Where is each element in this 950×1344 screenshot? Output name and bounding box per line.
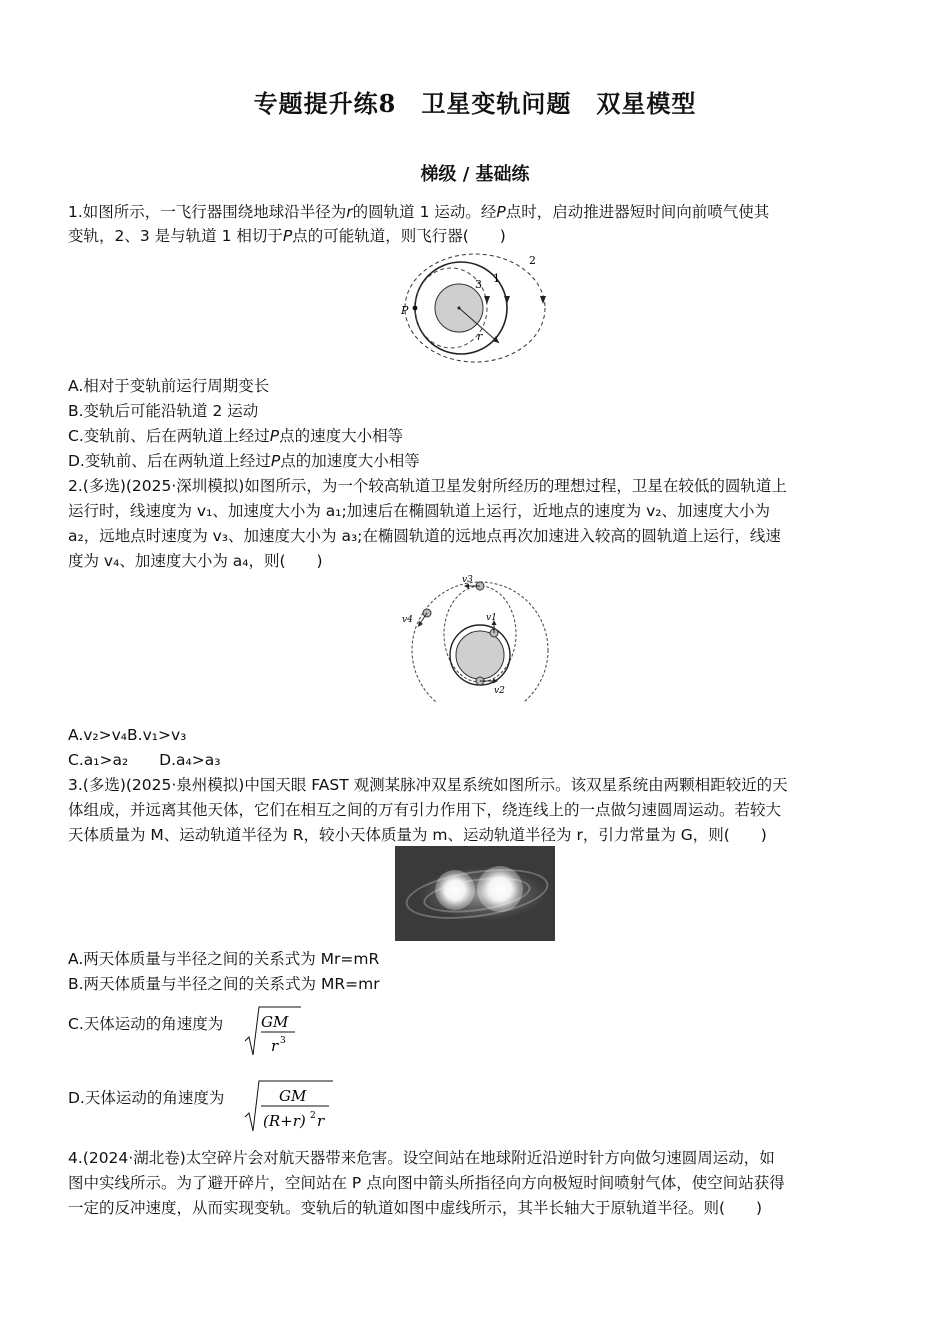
q1-line-1: 1.如图所示，一飞行器围绕地球沿半径为r的圆轨道 1 运动。经P点时，启动推进器短时间向前喷气使其	[68, 203, 770, 221]
q3-line-3: 天体质量为 M、运动轨道半径为 R，较小天体质量为 m、运动轨道半径为 r，引力常量为 G，则( )	[68, 826, 767, 844]
svg-text:r: r	[477, 330, 483, 343]
q3-option-c-formula	[243, 1003, 303, 1059]
q3-line-1: 3.(多选)(2025·泉州模拟)中国天眼 FAST 观测某脉冲双星系统如图所示。该双星系统由两颗相距较近的天	[68, 776, 788, 794]
q2-line-2: 运行时，线速度为 v₁、加速度大小为 a₁;加速后在椭圆轨道上运行，近地点的速度为 v₂、加速度大小为	[68, 502, 770, 520]
earth-icon	[456, 631, 504, 679]
q3-option-c: C.天体运动的角速度为	[68, 1015, 224, 1033]
q3-line-2: 体组成，并远离其他天体，它们在相互之间的万有引力作用下，绕连线上的一点做匀速圆周运动。若较大	[68, 801, 782, 819]
page-title: 专题提升练8 卫星变轨问题 双星模型	[253, 89, 697, 118]
svg-text:2: 2	[529, 254, 536, 267]
svg-text:(R+r): (R+r)	[263, 1112, 306, 1130]
svg-text:v1: v1	[486, 613, 497, 623]
binary-star-photo	[395, 846, 555, 941]
svg-text:3: 3	[280, 1036, 286, 1046]
q1-line-2: 变轨，2、3 是与轨道 1 相切于P点的可能轨道，则飞行器( )	[68, 227, 506, 245]
q2-line-4: 度为 v₄、加速度大小为 a₄，则( )	[68, 552, 323, 570]
svg-text:1: 1	[493, 272, 500, 285]
svg-text:2: 2	[310, 1111, 316, 1121]
q3-option-b: B.两天体质量与半径之间的关系式为 MR=mr	[68, 975, 380, 993]
q1-option-a: A.相对于变轨前运行周期变长	[68, 377, 270, 395]
q1-option-b: B.变轨后可能沿轨道 2 运动	[68, 402, 259, 420]
point-p	[413, 306, 418, 311]
q4-line-1: 4.(2024·湖北卷)太空碎片会对航天器带来危害。设空间站在地球附近沿逆时针方向做匀速圆周运动，如	[68, 1149, 775, 1167]
q1-option-d: D.变轨前、后在两轨道上经过P点的加速度大小相等	[68, 452, 420, 470]
q3-option-d-formula	[243, 1077, 335, 1135]
q1-orbit-figure	[395, 250, 555, 370]
q2-options-ab: A.v₂>v₄B.v₁>v₃	[68, 726, 187, 744]
svg-text:r: r	[271, 1037, 279, 1055]
svg-text:3: 3	[475, 278, 482, 291]
q3-option-a: A.两天体质量与半径之间的关系式为 Mr=mR	[68, 950, 380, 968]
q4-line-3: 一定的反冲速度，从而实现变轨。变轨后的轨道如图中虚线所示，其半长轴大于原轨道半径。则( )	[68, 1199, 763, 1217]
svg-text:v2: v2	[494, 686, 505, 696]
svg-text:GM: GM	[261, 1013, 289, 1031]
q2-orbit-figure	[398, 574, 558, 702]
q2-line-3: a₂，远地点时速度为 v₃、加速度大小为 a₃;在椭圆轨道的远地点再次加速进入较高的圆轨道上运行，线速	[68, 527, 781, 545]
q3-option-d: D.天体运动的角速度为	[68, 1089, 225, 1107]
q4-line-2: 图中实线所示。为了避开碎片，空间站在 P 点向图中箭头所指径向方向极短时间喷射气体，使空间站获得	[68, 1174, 785, 1192]
svg-text:GM: GM	[279, 1087, 307, 1105]
svg-text:v3: v3	[462, 575, 473, 585]
section-heading: 梯级 / 基础练	[420, 164, 530, 185]
q2-line-1: 2.(多选)(2025·深圳模拟)如图所示，为一个较高轨道卫星发射所经历的理想过程，卫星在较低的圆轨道上	[68, 477, 787, 495]
svg-text:r: r	[317, 1112, 325, 1130]
svg-text:v4: v4	[402, 615, 413, 625]
q1-option-c: C.变轨前、后在两轨道上经过P点的速度大小相等	[68, 427, 404, 445]
svg-text:P: P	[401, 304, 409, 317]
q2-options-cd: C.a₁>a₂ D.a₄>a₃	[68, 751, 221, 769]
